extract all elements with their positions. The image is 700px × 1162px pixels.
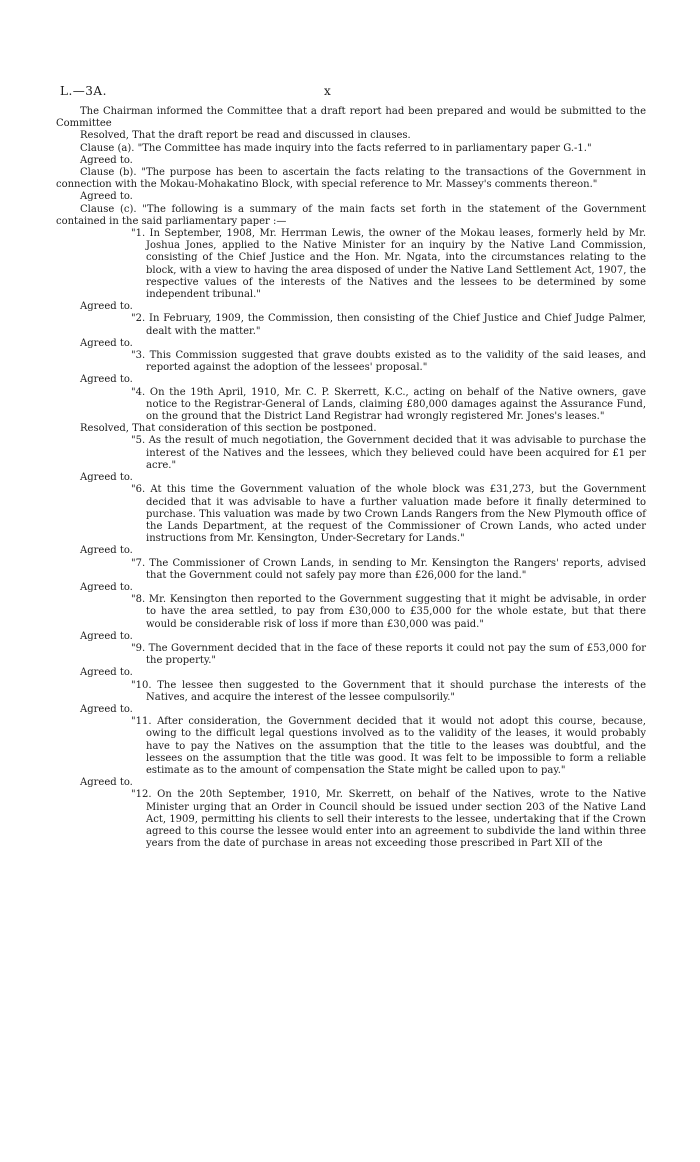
agreed-line: Agreed to. [80,630,133,642]
agreed-line: Agreed to. [80,472,133,484]
agreed-line: Agreed to. [80,191,133,203]
summary-item: "4. On the 19th April, 1910, Mr. C. P. Skerrett, K.C., acting on behalf of the Native owners, gave notice to the Registrar-General of Lands, claiming £80,000 damages against the Assurance Fund, on the ground that the District Land Registrar had wrongly registered Mr. Jones's leases." [131,386,646,423]
agreed-line: Agreed to. [80,154,133,166]
summary-item: "7. The Commissioner of Crown Lands, in sending to Mr. Kensington the Rangers' reports, advised that the Government could not safely pay more than £26,000 for the land." [131,557,646,581]
document-body [56,106,646,850]
summary-item: "11. After consideration, the Government decided that it would not adopt this course, because, owing to the difficult legal questions involved as to the validity of the leases, it would probably have to pay the Natives on the assumption that the title to the leases was doubtful, and the lessees on the assumption that the title was good. It was felt to be impossible to form a reliable estimate as to the amount of compensation the State might be called upon to pay." [131,716,646,776]
summary-item: "3. This Commission suggested that grave doubts existed as to the validity of the said leases, and reported against the adoption of the lessees' proposal." [131,350,646,374]
agreed-line: Agreed to. [80,337,133,349]
agreed-line: Agreed to. [80,545,133,557]
summary-item: "8. Mr. Kensington then reported to the Government suggesting that it might be advisable, in order to have the area settled, to pay from £30,000 to £35,000 for the whole estate, but that there would be considerable risk of loss if more than £30,000 was paid." [131,594,646,630]
agreed-line: Agreed to. [80,777,133,789]
resolution-line: Resolved, That consideration of this section be postponed. [80,423,377,435]
paragraph: Clause (b). "The purpose has been to ascertain the facts relating to the transactions of the Government in connection with the Mokau-Mohakatino Block, with special reference to Mr. Massey's comments thereon." [56,167,646,191]
agreed-line: Agreed to. [80,703,133,715]
summary-item: "2. In February, 1909, the Commission, then consisting of the Chief Justice and Chief Judge Palmer, dealt with the matter." [131,313,646,337]
agreed-line: Agreed to. [80,301,133,313]
summary-item: "5. As the result of much negotiation, the Government decided that it was advisable to purchase the interest of the Natives and the lessees, which they believed could have been acquired for £1 per acre." [131,435,646,471]
paragraph: Resolved, That the draft report be read and discussed in clauses. [80,130,411,142]
agreed-line: Agreed to. [80,667,133,679]
agreed-line: Agreed to. [80,374,133,386]
summary-item: "6. At this time the Government valuation of the whole block was £31,273, but the Government decided that it was advisable to have a further valuation made before it finally determined to purchase. This valuation was made by two Crown Lands Rangers from the New Plymouth office of the Lands Department, at the request of the Commissioner of Crown Lands, who acted under instructions from Mr. Kensington, Under-Secretary for Lands." [131,484,646,545]
page-number: x [324,84,331,98]
paragraph: Clause (c). "The following is a summary of the main facts set forth in the statement of the Government contained in the said parliamentary paper :— [56,203,646,227]
agreed-line: Agreed to. [80,581,133,593]
summary-item: "10. The lessee then suggested to the Government that it should purchase the interests of the Natives, and acquire the interest of the lessee compulsorily." [131,679,646,703]
paragraph: Clause (a). "The Committee has made inquiry into the facts referred to in parliamentary paper G.-1." [80,142,592,154]
paragraph: The Chairman informed the Committee that a draft report had been prepared and would be submitted to the Committee [56,106,646,130]
summary-item: "1. In September, 1908, Mr. Herrman Lewis, the owner of the Mokau leases, formerly held by Mr. Joshua Jones, applied to the Native Minister for an inquiry by the Native Land Commission, consisting of the Chief Justice and the Hon. Mr. Ngata, into the circumstances relating to the block, with a view to having the area disposed of under the Native Land Settlement Act, 1907, the respective values of the interests of the Natives and the lessees to be determined by some independent tribunal." [131,228,646,301]
paper-reference: L.—3A. [60,84,107,98]
summary-item: "9. The Government decided that in the face of these reports it could not pay the sum of £53,000 for the property." [131,642,646,667]
summary-item: "12. On the 20th September, 1910, Mr. Skerrett, on behalf of the Natives, wrote to the Native Minister urging that an Order in Council should be issued under section 203 of the Native Land Act, 1909, permitting his clients to sell their interests to the lessee, undertaking that if the Crown agreed to this course the lessee would enter into an agreement to subdivide the land within three years from the date of purchase in areas not exceeding those prescribed in Part XII of the [131,789,646,850]
